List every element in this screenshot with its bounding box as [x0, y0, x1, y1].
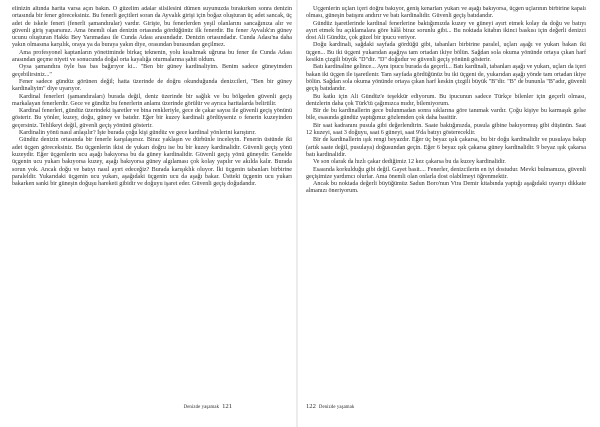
right-page-body	[306, 6, 586, 399]
page-number: 121	[222, 403, 232, 410]
paragraph: Gündüz denizin ortasında bir fenerle karşılaşırsız. Biraz yaklaşın ve dürbünle inceleyin. Fenerin üstünde iki adet üçgen göreceksiniz. Bu üçgenlerin ikisi de yukarı doğru ise bu bir kuzey kardinalidir. Güvenli geçiş yönü kuzeydir. Eğer üçgenlerin ucu aşağı bakıyorsa bu da güney kardinalidir. Güvenli geçiş yönü güneydir. Genelde üçgenin ucu yukarı bakıyorsa kuzey, aşağı bakıyorsa güney algılaması çok kolay yapılır ve akılda kalır. Burada sorun yok. Ancak doğu ve batıyı nasıl ayırt edeceğiz? Burada karışıklık oluyor. İki üçgenin tabanları birbirine paraleldir. Yukarıdaki üçgenin ucu yukarı, aşağıdaki üçgenin ucu da aşağı bakar. Üstteki üçgenin ucu yukarı bakarken sanki bir güneşin doğuşu hareketi gibidir ve doğuyu işaret eder. Güvenli geçiş doğudandır.	[12, 137, 292, 188]
paragraph: Oysa şamandıra öyle bas bas bağırıyor ki... "Ben bir güney kardinaliyim. Benim sadece güneyimden geçebilirsiniz..."	[12, 64, 292, 78]
left-page	[12, 6, 292, 412]
left-page-footer	[184, 402, 232, 412]
paragraph: Esasında korkulduğu gibi değil. Gayet basit.... Fenerler, denizcilerin en iyi dostudur. Mevki bulmamıza, güvenli geçişimize yardımcı olurlar. Ama önemli olan onlarla dost olabilmeyi öğrenmektir.	[306, 166, 586, 180]
paragraph: Ama profesyonel kaptanların yönetiminde birkaç teknenin, yolu kısaltmak uğruna bu fener ile Cunda Adası arasından geçme niyeti ve sonucunda doğal orta kayalığa oturmalarına şahit oldum.	[12, 49, 292, 64]
paragraph: Doğu kardinali, sağdaki sayfada gördüğü gibi, tabanları birbirine paralel, uçları aşağı ve yukarı bakan iki üçgen... Bu iki üçgeni yukarıdan aşağıya tam ortadan ikiye bölün. Sağdan sola okuma yönünde ortaya çıkan harf kesikin çizgili büyük "D"dir. "D" doğudur ve güvenli geçiş yönünü gösterir.	[306, 42, 586, 64]
paragraph: Bir de bu kardinallerin gece bulunmadan sonra sıklarına göre tanımak vardır. Çoğu kişiye bu karmaşık gelse bile, esasında gündüz yaptığımız gözlemden çok daha basittir.	[306, 108, 586, 122]
right-page-footer	[306, 402, 354, 412]
paragraph: Bir saat kadranını pusula gibi değerlendirin. Saate baktığınızda, pusula gibine bakıyormuş gibi düşünün. Saat 12 kuzeyi, saat 3 doğuyu, saat 6 güneyi, saat 9'da batıyı göstereceklir.	[306, 122, 586, 137]
paragraph: Ancak bu noktada değerli büyüğümüz Sadun Boro'nun Vira Demir kitabında yaptığı aşağıdaki uyarıyı dikkate almanızı öneriyorum.	[306, 181, 586, 195]
paragraph: Kardinal fenerleri (şamandıraları) burada değil, deniz üzerinde bir sağlık ve bu bölgeden güvenli geçiş markalayan fenerlerdir. Gece ve gündüz bu fenerlerin anlamı üzerinde görülür ve ayrıca haritalarda belirtilir.	[12, 93, 292, 107]
paragraph: Kardinalin yönü nasıl anlaşılır? İşte burada çoğu kişi gündüz ve gece kardinal yönlerini karıştırır.	[19, 130, 256, 137]
paragraph: Gündüz işaretlerinde kardinal fenerlerine baktığımızda kuzey ve güneyi ayırt etmek kolay da doğu ve batıyı ayırt etmek bu açıklamalara göre hâlâ biraz sorunlu gibi... Bu noktada kitabın ikinci baskısı için değerli denizci dost Ali Gündüz, çok güzel bir ipucu veriyor.	[306, 20, 586, 42]
paragraph: Bu katkı için Ali Gündüz'e teşekkür ediyorum. Bu ipucunun sadece Türkçe bilenler için geçerli olması, denizlerin daha çok Türk'tü çağımızca mıdır, bilemiyorum.	[306, 93, 586, 107]
paragraph: Kardinal fenerleri, gündüz üzerindeki işaretler ve bina renkleriyle, gece de çakar sayısı ile güvenli geçiş yönünü gösterir. Bu yönler, kuzey, doğu, güney ve batıdır. Eğer bir kuzey kardinali gördüyseniz o fenerin kuzeyinden geçersiniz. Tehlikeyi değil, güvenli geçiş yönünü gösterir.	[12, 108, 292, 129]
paragraph: Bir de kardinallerin ışık rengi beyazdır. Eğer üç beyaz ışık çakarsa, bu bir doğu kardinalidir ve pusulaya bakıp (artık saate değil, pusulaya) doğusundan geçin. Eğer 6 beyaz ışık çakarsa güney kardinalidir. 9 beyaz ışık çakarsa batı kardinalidir.	[306, 137, 586, 158]
paragraph: elinizin altında harita varsa açın bakın. O güzelim adalar silsilesini dümen suyunuzda bırakırken sonra denizin ortasında bir fener göreceksiniz. Bu fenerli geçitleri soran da Ayvalık girişi için boğaz oluşturan üç adet sancak, üç adet de iskele feneri (fenerli şamandıralar) vardır. Girişte, bu fenerlerden yeşil olanlarını sancağınıza alır ve güvenli giriş yaparsınız. Ama önemli olan denizin ortasında gördüğünüz ilk fenerdir. Bu fener Ayvalık'ın güney ucunu oluşturan Hakkı Bey Yarımadası ile Cunda Adası arasındadır. Denizin ortasındadır. Cunda Adası'na daha yakın olmasına karşılık, oraya ya da buraya yakın diye, orasından burasından geçilmez.	[12, 6, 292, 49]
paragraph: Üçgenlerin uçları içeri doğru bakıyor, geniş kenarları yukarı ve aşağı bakıyorsa, üçgen uçlarının birbirine kapalı olması, güneşin batışını andırır ve batı kardinalidir. Güvenli geçiş batıdandır.	[306, 6, 586, 20]
paragraph: Ve son olarak da hızlı çakar dediğimiz 12 kez çakarsa bu da kuzey kardinalidir.	[313, 159, 506, 166]
paragraph: Batı kardinaline gelince... Aynı ipucu burada da geçerli... Batı kardinali, tabanları aşağı ve yukarı, uçları da içeri bakan iki üçgen ile işaretlenir. Tam sayfada gördüğünüz bu iki üçgeni de, yukarıdan aşağı yönde tam ortadan ikiye bölün. Sağdan sola okuma yönünde ortaya çıkan harf keskin çizgili büyük "B"dir. "B" de bununla "B"adır, güvenli geçiş batıdandır.	[306, 64, 586, 93]
running-title: Denizde yaşamak	[183, 405, 220, 410]
left-page-body	[12, 6, 292, 399]
paragraph: Fener sadece gündüz görünen değil; hatta üzerinde de doğru okunduğunda denizcileri, "Ben bir güney kardinaliyim" diye uyarıyor.	[12, 78, 292, 93]
running-title: Denizde yaşamak	[318, 405, 355, 410]
book-gutter	[296, 0, 298, 427]
right-page	[306, 6, 586, 412]
page-number: 122	[306, 403, 316, 410]
